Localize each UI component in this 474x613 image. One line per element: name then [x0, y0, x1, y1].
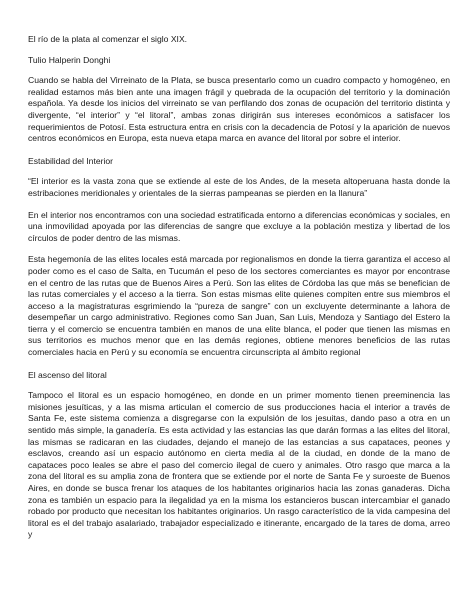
interior-elites-paragraph: Esta hegemonía de las elites locales está marcada por regionalismos en donde la tierra garantiza el acceso al poder como es el caso de Salta, en Tucumán el peso de los sectores comerciantes es mayor por encontrase en el centro de las rutas que de Buenos Aires a Perú. Son las elites de Córdoba las que más se benefician de las rutas comerciales y el acceso a la tierra. Son estas mismas elite quienes compiten entre sus miembros el acceso a la magistraturas esgrimiendo la “pureza de sangre” con un excluyente determinante a lahora de desempeñar un cargo administrativo. Regiones como San Juan, San Luis, Mendoza y Santiago del Estero la tierra y el comercio se encuentra también en manos de una elite blanca, el poder que tienen las mismas en sus territorios es muchos menor que en las demás regiones, obtiene menores beneficios de las rutas comerciales hacia en Perú y su economía se encuentra circunscripta al ámbito regional	[28, 254, 450, 358]
interior-society-paragraph: En el interior nos encontramos con una sociedad estratificada entorno a diferencias económicas y sociales, en una inmovilidad apoyada por las diferencias de sangre que excluye a la población mestiza y libertad de los círculos de poder dentro de las mismas.	[28, 209, 450, 243]
section-heading-litoral: El ascenso del litoral	[28, 369, 107, 380]
section-heading-interior: Estabilidad del Interior	[28, 155, 114, 166]
litoral-paragraph: Tampoco el litoral es un espacio homogéneo, en donde en un primer momento tienen preeminencia las misiones jesuíticas, y a las misma articulan el comercio de sus producciones hacia el interior a través de Santa Fe, este sistema comienza a disgregarse con la expulsión de los jesuitas, dando paso a otra en un sentido más simple, la ganadería. Es esta actividad y las estancias las que darán formas a las elites del litoral, las mismas se radicaran en las ciudades, dejando el manejo de las estancias a sus capataces, peones y esclavos, creando así un espacio autónomo en cierta media al de la ciudad, en donde de la mano de capataces poco leales se abre el paso del comercio ilegal de cuero y animales. Otro rasgo que marca a la zona del litoral es su amplia zona de frontera que se extiende por el norte de Santa Fe y suroeste de Buenos Aires, en donde se busca frenar los ataques de los habitantes originarios hacia las zonas ganaderas. Dicha zona es también un espacio para la ilegalidad ya en la misma los estancieros buscan intercambiar el ganado robado por producto que necesitan los habitantes originarios. Un rasgo característico de la vida campesina del litoral es el del trabajo asalariado, trabajador especializado e itinerante, encargado de la tares de doma, arreo y	[28, 390, 450, 540]
author-name: Tulio Halperin Donghi	[28, 54, 111, 65]
intro-paragraph: Cuando se habla del Virreinato de la Plata, se busca presentarlo como un cuadro compacto y homogéneo, en realidad estamos más bien ante una imagen frágil y quebrada de la ocupación del territorio y la dominación española. Ya desde los inicios del virreinato se van perfilando dos zonas de ocupación del territorio distinta y divergente, “el interior” y “el litoral”, ambas zonas dirigirán sus intereses económicos a satisfacer los requerimientos de Potosí. Esta estructura entra en crisis con la decadencia de Potosí y la aparición de nuevos centros económicos en Europa, esta nueva etapa marca en avance del litoral por sobre el interior.	[28, 75, 450, 144]
interior-quote-paragraph: “El interior es la vasta zona que se extiende al este de los Andes, de la meseta altoperuana hasta donde la estribaciones meridionales y orientales de la sierras pampeanas se pierden en la llanura”	[28, 176, 450, 198]
document-title: El río de la plata al comenzar el siglo XIX.	[28, 34, 188, 44]
